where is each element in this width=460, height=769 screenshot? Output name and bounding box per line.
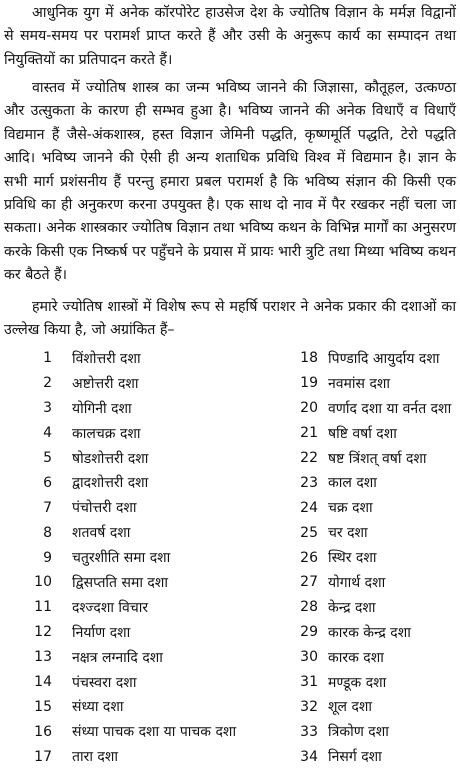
item-name: स्थिर दशा	[328, 550, 377, 567]
list-item	[0, 446, 270, 471]
list-item	[298, 645, 460, 670]
item-name: पंचोत्तरी दशा	[72, 500, 137, 517]
list-item	[298, 371, 460, 396]
item-number: 34	[300, 748, 318, 765]
item-number: 29	[300, 624, 318, 641]
item-name: तारा दशा	[72, 749, 118, 766]
list-item	[0, 545, 270, 570]
list-item	[298, 670, 460, 695]
intro-paragraph: आधुनिक युग में अनेक कॉरपोरेट हाउसेज देश के ज्योतिष विज्ञान के मर्मज्ञ विद्वानों से समय-समय पर परामर्श प्राप्त करते हैं और उसी के अनुरूप कार्य का सम्पादन तथा नियुक्तियों का प्रतिपादन करते हैं।	[4, 5, 456, 68]
item-number: 9	[43, 549, 52, 566]
item-number: 28	[300, 599, 318, 616]
item-number: 22	[300, 450, 318, 466]
list-item	[0, 421, 270, 446]
item-name: काल दशा	[328, 475, 377, 492]
item-name: कालचक्र दशा	[72, 425, 141, 442]
item-number: 11	[34, 599, 52, 616]
item-name: द्विसप्तति समा दशा	[72, 574, 168, 591]
item-number: 20	[300, 400, 318, 417]
list-item	[298, 396, 460, 421]
list-item	[298, 346, 460, 371]
list-item	[298, 694, 460, 719]
item-number: 33	[300, 723, 318, 740]
item-number: 32	[300, 698, 318, 715]
item-name: संध्या दशा	[72, 699, 124, 716]
list-item	[0, 595, 270, 620]
list-item	[0, 719, 270, 744]
list-item	[0, 694, 270, 719]
item-number: 16	[34, 723, 52, 740]
item-name: षोडशोत्तरी दशा	[72, 450, 149, 467]
item-name: षष्टि वर्षा दशा	[328, 425, 397, 442]
item-number: 17	[34, 748, 52, 765]
item-name: दश्ज्दशा विचार	[72, 599, 149, 616]
item-number: 1	[43, 350, 52, 367]
item-name: संध्या पाचक दशा या पाचक दशा	[72, 724, 237, 741]
list-item	[0, 346, 270, 371]
list-item	[0, 520, 270, 545]
item-number: 12	[34, 624, 52, 641]
item-number: 2	[43, 375, 52, 392]
list-item	[0, 371, 270, 396]
item-number: 19	[300, 375, 318, 392]
item-name: निर्याण दशा	[72, 624, 131, 641]
item-number: 14	[34, 674, 52, 691]
list-item	[0, 470, 270, 495]
item-name: योगिनी दशा	[72, 400, 132, 417]
list-item	[0, 645, 270, 670]
item-name: मण्डूक दशा	[328, 674, 387, 691]
item-number: 31	[300, 674, 318, 691]
list-item	[298, 520, 460, 545]
list-item	[0, 620, 270, 645]
list-item	[298, 620, 460, 645]
item-number: 15	[34, 698, 52, 715]
item-name: अष्टोत्तरी दशा	[72, 375, 139, 392]
item-name: द्वादशोत्तरी दशा	[72, 475, 149, 492]
item-name: चक्र दशा	[328, 500, 373, 517]
list-item	[298, 470, 460, 495]
list-item	[298, 495, 460, 520]
item-number: 30	[300, 649, 318, 666]
list-item	[298, 719, 460, 744]
item-name: चतुरशीति समा दशा	[72, 550, 171, 567]
item-number: 18	[300, 350, 318, 367]
item-name: पिण्डादि आयुर्दाय दशा	[328, 350, 440, 367]
item-number: 27	[300, 574, 318, 591]
item-name: नक्षत्र लग्नादि दशा	[72, 649, 163, 666]
astrology-origin-paragraph: वास्तव में ज्योतिष शास्त्र का जन्म भविष्य जानने की जिज्ञासा, कौतूहल, उत्कण्ठा और उत्सुकता के कारण ही सम्भव हुआ है। भविष्य जानने की अनेक विधाएँ व विधाएँ विद्यमान हैं जैसे-अंकशास्त्र, हस्त विज्ञान जेमिनी पद्धति, कृष्णमूर्ति पद्धति, टेरो पद्धति आदि। भविष्य जानने की ऐसी ही अन्य शताधिक प्रविधि विश्व में विद्यमान है। ज्ञान के सभी मार्ग प्रशंसनीय हैं परन्तु हमारा प्रबल परामर्श है कि भविष्य संज्ञान की किसी एक प्रविधि का ही अनुकरण करना उपयुक्त है। एक साथ दो नाव में पैर रखकर नहीं चला जा सकता। अनेक शास्त्रकार ज्योतिष विज्ञान तथा भविष्य कथन के विभिन्न मार्गों का अनुसरण करके किसी एक निष्कर्ष पर पहुँचने के प्रयास में प्रायः भारी त्रुटि तथा मिथ्या भविष्य कथन कर बैठते हैं।	[4, 80, 456, 284]
list-item	[298, 570, 460, 595]
list-item	[0, 396, 270, 421]
item-number: 8	[43, 524, 52, 541]
item-name: षष्ट त्रिंशत् वर्षा दशा	[328, 450, 427, 467]
item-number: 26	[300, 549, 318, 566]
list-item	[298, 545, 460, 570]
item-name: योगार्थ दशा	[328, 574, 386, 591]
item-name: वर्णाद दशा या वर्नत दशा	[328, 400, 452, 417]
dasha-intro-paragraph: हमारे ज्योतिष शास्त्रों में विशेष रूप से महर्षि पराशर ने अनेक प्रकार की दशाओं का उल्लेख किया है, जो अग्रांकित हैं–	[4, 299, 456, 339]
item-number: 21	[300, 425, 318, 442]
item-name: कारक दशा	[328, 649, 384, 666]
item-number: 23	[300, 474, 318, 491]
item-name: शतवर्ष दशा	[72, 525, 131, 542]
list-item	[0, 670, 270, 695]
item-name: कारक केन्द्र दशा	[328, 624, 411, 641]
item-number: 7	[43, 499, 52, 516]
item-number: 24	[300, 499, 318, 516]
item-name: पंचस्वरा दशा	[72, 674, 137, 691]
item-name: चर दशा	[328, 525, 368, 542]
item-number: 5	[43, 450, 52, 466]
list-item	[298, 421, 460, 446]
list-item	[298, 446, 460, 471]
list-item	[0, 570, 270, 595]
item-name: शूल दशा	[328, 699, 373, 716]
dasha-list-right	[298, 346, 460, 769]
dasha-list-left	[0, 346, 270, 769]
item-number: 4	[43, 425, 52, 442]
item-number: 3	[43, 400, 52, 417]
item-name: विंशोत्तरी दशा	[72, 350, 141, 367]
item-name: त्रिकोण दशा	[328, 724, 389, 741]
item-name: नवमांस दशा	[328, 375, 391, 392]
item-number: 13	[34, 649, 52, 666]
item-number: 6	[43, 474, 52, 491]
item-name: केन्द्र दशा	[328, 599, 376, 616]
list-item	[298, 595, 460, 620]
item-number: 10	[34, 574, 52, 591]
list-item	[0, 495, 270, 520]
item-name: निसर्ग दशा	[328, 749, 382, 766]
item-number: 25	[300, 524, 318, 541]
